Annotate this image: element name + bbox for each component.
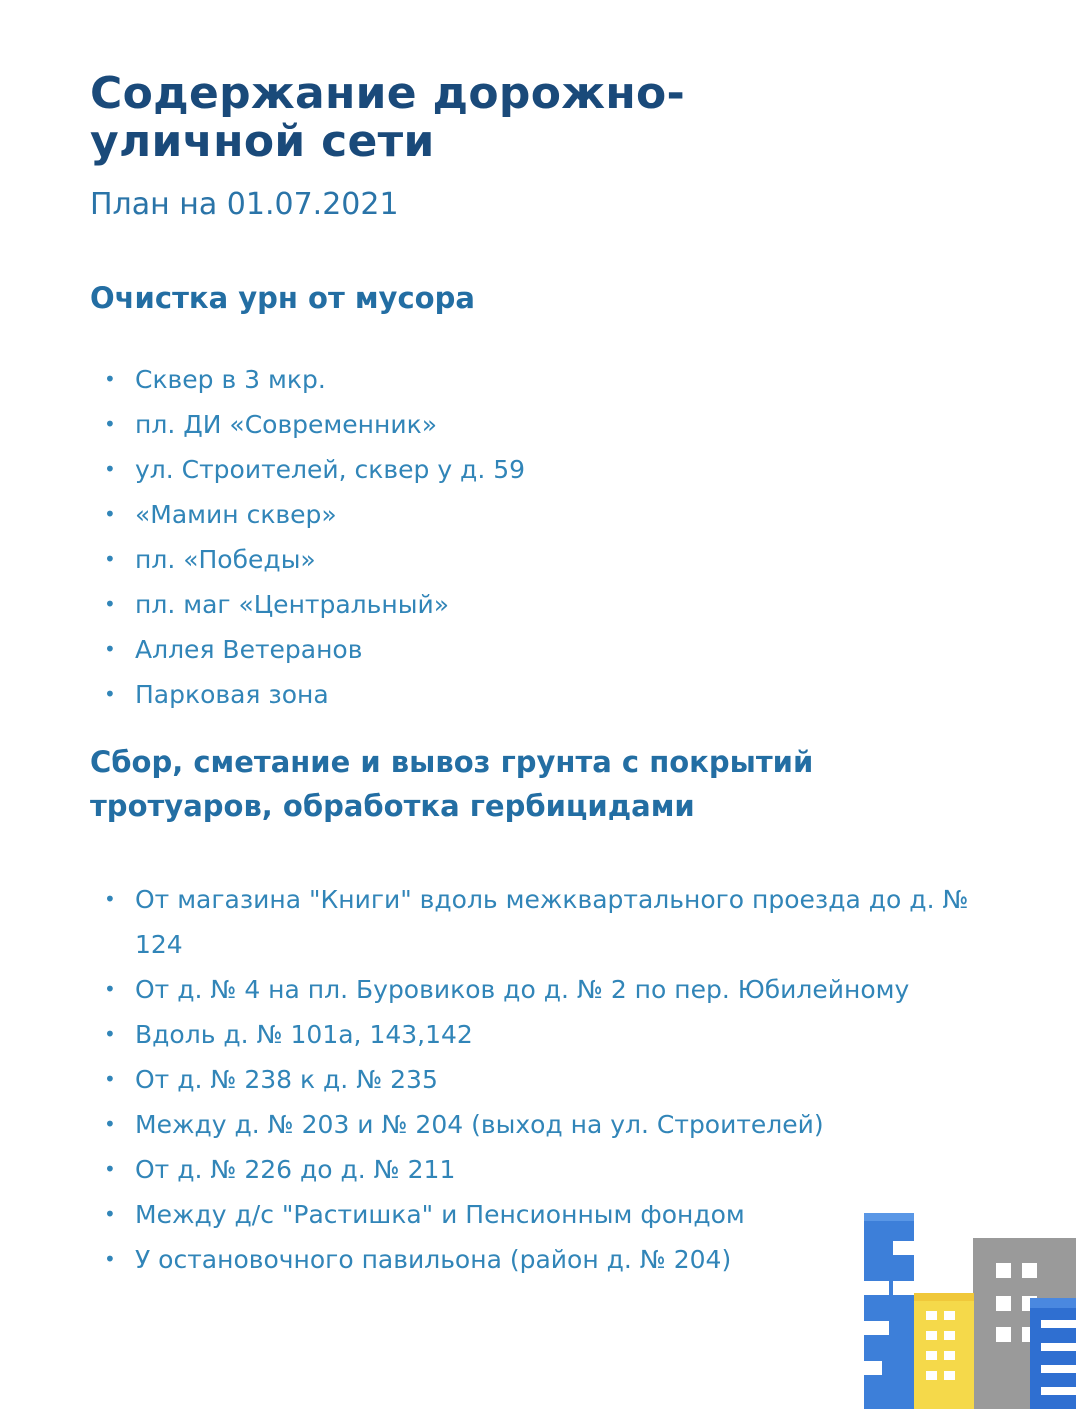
soil-removal-list <box>104 877 984 1282</box>
list-item: • У остановочного павильона (район д. № 204) <box>104 1237 984 1282</box>
list-item: • Между д. № 203 и № 204 (выход на ул. Строителей) <box>104 1102 984 1147</box>
list-item: • Сквер в 3 мкр. <box>104 357 984 402</box>
list-item: • От д. № 4 на пл. Буровиков до д. № 2 по пер. Юбилейному <box>104 967 984 1012</box>
list-item: • От магазина "Книги" вдоль межквартального проезда до д. № 124 <box>104 877 984 967</box>
list-item: • Аллея Ветеранов <box>104 627 984 672</box>
list-item: • пл. ДИ «Современник» <box>104 402 984 447</box>
list-item: • пл. маг «Центральный» <box>104 582 984 627</box>
city-buildings-icon <box>860 1213 1076 1409</box>
bin-cleaning-list <box>104 357 984 717</box>
list-item: • пл. «Победы» <box>104 537 984 582</box>
list-item: • От д. № 238 к д. № 235 <box>104 1057 984 1102</box>
page-subtitle: План на 01.07.2021 <box>90 187 399 222</box>
section-heading-bin-cleaning: Очистка урн от мусора <box>90 281 475 315</box>
section-heading-soil-removal: Сбор, сметание и вывоз грунта с покрытий тротуаров, обработка гербицидами <box>90 745 814 823</box>
list-item: • От д. № 226 до д. № 211 <box>104 1147 984 1192</box>
list-item: • ул. Строителей, сквер у д. 59 <box>104 447 984 492</box>
list-item: • Между д/с "Растишка" и Пенсионным фондом <box>104 1192 984 1237</box>
list-item: • «Мамин сквер» <box>104 492 984 537</box>
list-item: • Вдоль д. № 101а, 143,142 <box>104 1012 984 1057</box>
page-title: Содержание дорожно-уличной сети <box>90 68 686 167</box>
list-item: • Парковая зона <box>104 672 984 717</box>
